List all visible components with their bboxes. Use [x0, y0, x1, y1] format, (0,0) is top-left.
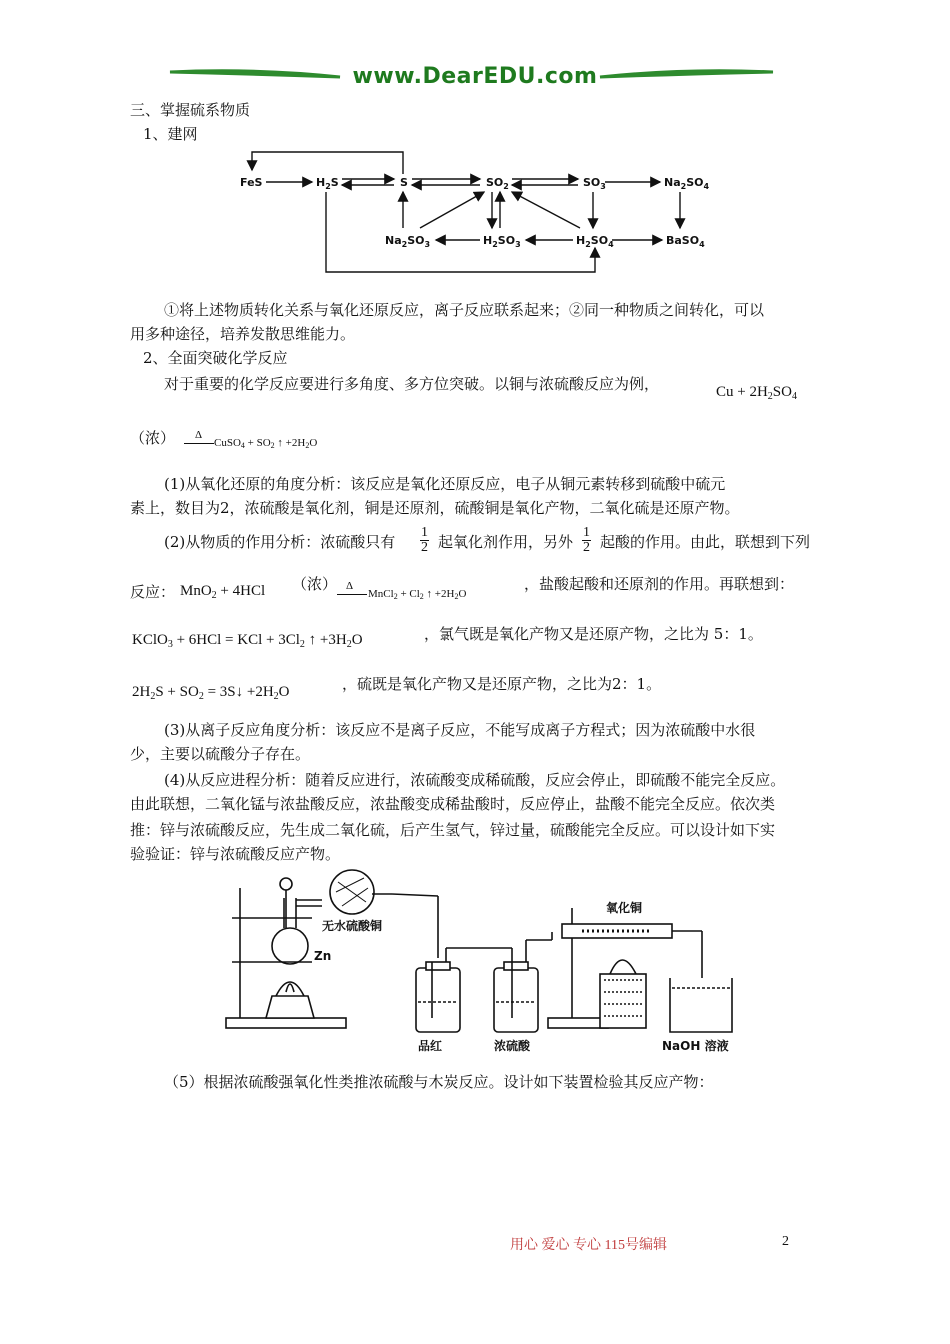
- label-anhydrous-cuso4: 无水硫酸铜: [322, 919, 383, 933]
- point3-line2: 少，主要以硫酸分子存在。: [130, 745, 311, 763]
- burner-2: [600, 974, 646, 1028]
- equation-cu-products: CuSO$_4$ + $SO_2$ ↑ $+2H_2O$: [214, 437, 318, 450]
- equation-h2s: $2H_2S + SO_2$ = 3S↓ $+2H_2O$: [132, 684, 290, 702]
- point2-line2a: 反应：: [130, 583, 176, 601]
- delta-mark: Δ: [195, 429, 203, 441]
- edge-h2so4-so2: [512, 192, 580, 228]
- equation-kclo3: KClO$_3$ + 6HCl = KCl + $3Cl_2$ ↑ $+3H_2O$: [132, 632, 363, 650]
- conc-label: （浓）: [130, 429, 176, 447]
- delta-mark-2: Δ: [346, 580, 354, 592]
- label-conc-h2so4: 浓硫酸: [494, 1039, 531, 1053]
- node-na2so3: $Na_2SO_3$: [385, 234, 431, 249]
- page-number: 2: [782, 1234, 789, 1249]
- para1-line2: 用多种途径，培养发散思维能力。: [130, 325, 356, 343]
- edge-na2so3-so2: [420, 192, 484, 228]
- reaction-arrow-line-2: [337, 594, 367, 595]
- point4-line2: 由此联想，二氧化锰与浓盐酸反应，浓盐酸变成稀盐酸时，反应停止，盐酸不能完全反应。依次类: [130, 795, 776, 813]
- point4-line3: 推：锌与浓硫酸反应，先生成二氧化硫，后产生氢气，锌过量，硫酸能完全反应。可以设计如下实: [130, 821, 776, 839]
- subsection-1: 1、建网: [143, 125, 198, 143]
- node-h2so4: $H_2SO_4$: [576, 234, 614, 249]
- bottle-2: [494, 968, 538, 1032]
- point5: （5）根据浓硫酸强氧化性类推浓硫酸与木炭反应。设计如下装置检验其反应产物：: [164, 1073, 714, 1091]
- label-naoh: NaOH 溶液: [662, 1039, 729, 1053]
- stand-base-2: [548, 1018, 608, 1028]
- stand-base-1: [226, 1018, 346, 1028]
- apparatus-diagram: [222, 868, 742, 1060]
- fraction-half-1: $\frac{1}{2}$: [421, 525, 428, 555]
- equation-mno2-reactants: MnO$_2$ + 4HCl: [180, 583, 266, 601]
- point2-line3: ，氯气既是氧化产物又是还原产物，之比为 5：1。: [424, 625, 763, 643]
- point2-line1a: (2)从物质的作用分析：浓硫酸只有: [164, 533, 396, 551]
- subsection-2: 2、全面突破化学反应: [143, 349, 288, 367]
- label-zn: Zn: [314, 949, 332, 963]
- point3-line1: (3)从离子反应角度分析：该反应不是离子反应，不能写成离子方程式；因为浓硫酸中水很: [164, 721, 756, 739]
- round-flask: [272, 928, 308, 964]
- equation-mno2-products: MnCl$_2$ + $Cl_2$ ↑ $+2H_2O$: [368, 588, 467, 601]
- point2-line2b: ，盐酸起酸和还原剂的作用。再联想到：: [524, 575, 795, 593]
- reaction-arrow-line: [184, 443, 214, 444]
- point4-line1: (4)从反应进程分析：随着反应进行，浓硫酸变成稀硫酸，反应会停止，即硫酸不能完全反应。: [164, 771, 786, 789]
- para1-line1: ①将上述物质转化关系与氧化还原反应，离子反应联系起来；②同一种物质之间转化，可以: [164, 301, 765, 319]
- label-pinhong: 品红: [418, 1039, 443, 1053]
- beaker: [670, 978, 732, 1032]
- point2-line1b: 起氧化剂作用，另外: [438, 533, 574, 551]
- edge-s-fes: [252, 152, 403, 174]
- fraction-half-2: $\frac{1}{2}$: [583, 525, 590, 555]
- edge-h2s-h2so4: [326, 192, 595, 272]
- point1-line2: 素上，数目为2，浓硫酸是氧化剂，铜是还原剂，硫酸铜是氧化产物，二氧化硫是还原产物。: [130, 499, 740, 517]
- node-so3: $SO_3$: [583, 176, 606, 191]
- para2: 对于重要的化学反应要进行多角度、多方位突破。以铜与浓硫酸反应为例，: [164, 375, 660, 393]
- point2-line1c: 起酸的作用。由此，联想到下列: [600, 533, 811, 551]
- left-swoosh: [170, 71, 340, 77]
- node-baso4: BaSO$_4$: [666, 234, 705, 249]
- footer-text: 用心 爱心 专心 115号编辑: [510, 1238, 667, 1253]
- point4-line4: 验验证：锌与浓硫酸反应产物。: [130, 845, 341, 863]
- node-fes: FeS: [240, 176, 263, 189]
- sulfur-network-diagram: [230, 140, 730, 280]
- section-title: 三、掌握硫系物质: [130, 101, 251, 119]
- node-h2s: $H_2S$: [316, 176, 339, 191]
- right-swoosh: [600, 71, 773, 77]
- point2-line4: ，硫既是氧化产物又是还原产物，之比为2：1。: [342, 675, 662, 693]
- conc-label-2: （浓）: [292, 575, 338, 593]
- node-s: S: [400, 176, 408, 189]
- node-so2: $SO_2$: [486, 176, 509, 191]
- equation-cu-reactants: $Cu + 2H_2SO_4$: [716, 384, 797, 402]
- point1-line1: (1)从氧化还原的角度分析：该反应是氧化还原反应，电子从铜元素转移到硫酸中硫元: [164, 475, 726, 493]
- node-h2so3: $H_2SO_3$: [483, 234, 521, 249]
- label-cuo: 氧化铜: [606, 901, 643, 915]
- site-logo[interactable]: www.DearEDU.com: [352, 64, 598, 89]
- node-na2so4: $Na_2SO_4$: [664, 176, 710, 191]
- bottle-1: [416, 968, 460, 1032]
